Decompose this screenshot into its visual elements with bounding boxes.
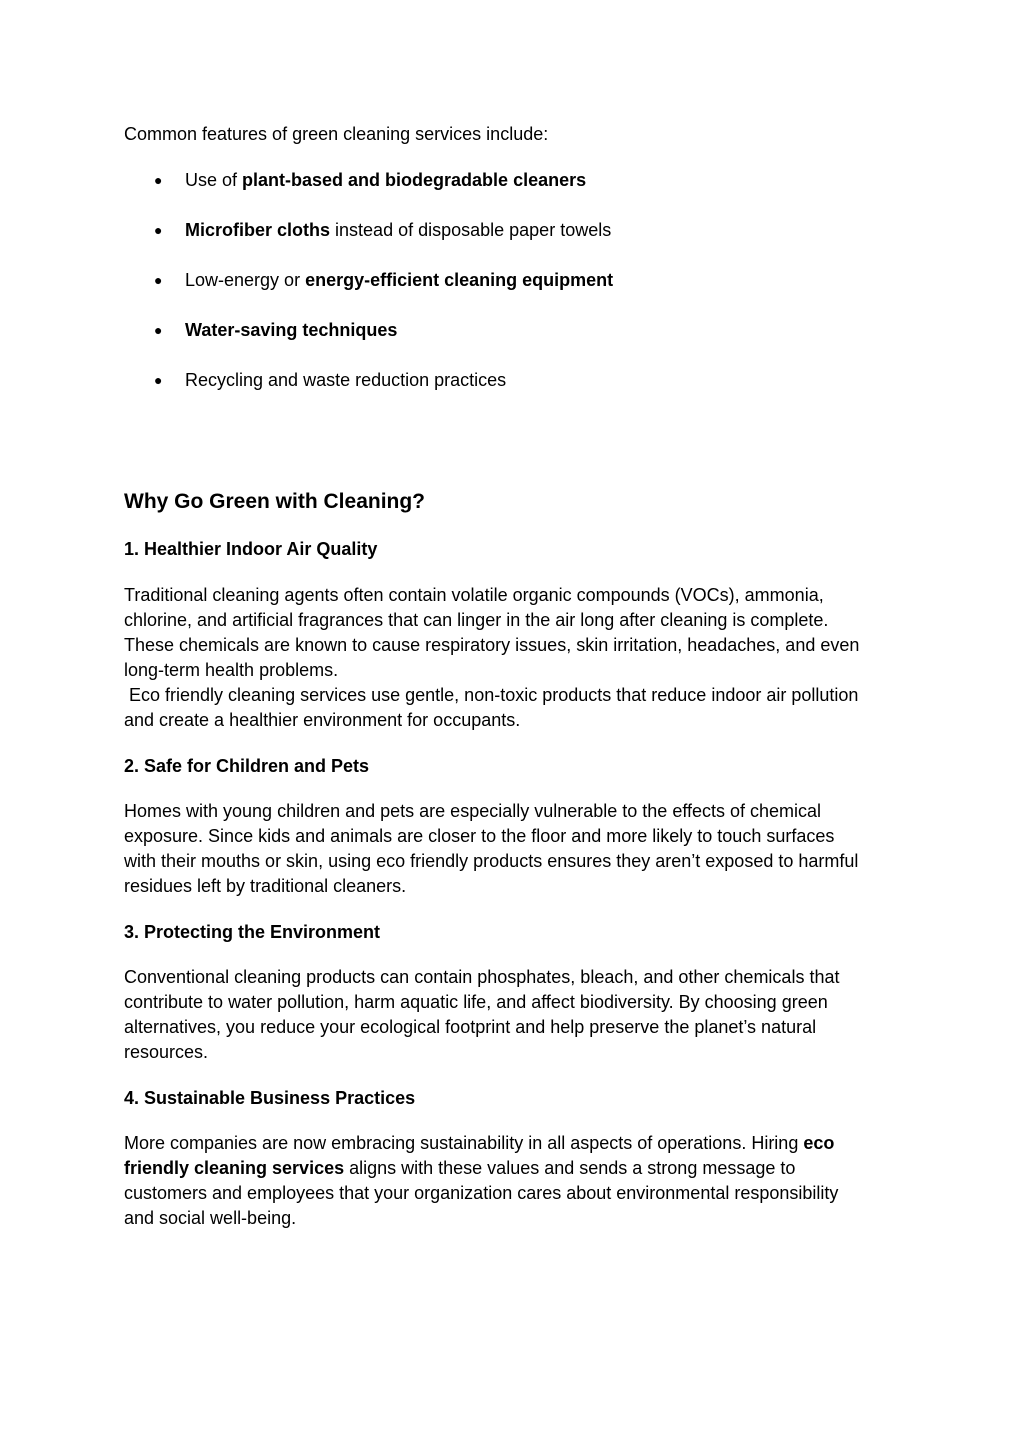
bullet-icon: ● (154, 172, 163, 188)
paragraph-children-pets: Homes with young children and pets are especially vulnerable to the effects of chemical exposure. Since kids and animals are closer to the floor and more likely to touch surfaces with their mouths or skin, using eco friendly products ensures they aren’t exposed to harmful residues left by traditional cleaners. (124, 801, 859, 896)
intro-paragraph: Common features of green cleaning services include: (124, 124, 549, 144)
bullet-icon: ● (154, 372, 163, 388)
bullet-icon: ● (154, 222, 163, 238)
paragraph-business: More companies are now embracing sustainability in all aspects of operations. Hiring eco friendly cleaning services aligns with these values and sends a strong message to customers and employees that your organization cares about environmental responsibility and social well-being. (124, 1133, 839, 1228)
subheading-business: 4. Sustainable Business Practices (124, 1088, 416, 1108)
subheading-children-pets: 2. Safe for Children and Pets (124, 756, 370, 776)
paragraph-air-quality: Traditional cleaning agents often contain volatile organic compounds (VOCs), ammonia, chlorine, and artificial fragrances that can linger in the air long after cleaning is complete. These chemicals are known to cause respiratory issues, skin irritation, headaches, and even long-term health problems. Eco friendly cleaning services use gentle, non-toxic products that reduce indoor air pollution and create a healthier environment for occupants. (124, 585, 860, 730)
bullet-icon: ● (154, 322, 163, 338)
paragraph-environment: Conventional cleaning products can contain phosphates, bleach, and other chemicals that contribute to water pollution, harm aquatic life, and affect biodiversity. By choosing green alternatives, you reduce your ecological footprint and help preserve the planet’s natural resources. (124, 967, 840, 1062)
subheading-environment: 3. Protecting the Environment (124, 922, 381, 942)
bullet-icon: ● (154, 272, 163, 288)
subheading-air-quality: 1. Healthier Indoor Air Quality (124, 539, 378, 559)
section-title: Why Go Green with Cleaning? (124, 490, 426, 513)
